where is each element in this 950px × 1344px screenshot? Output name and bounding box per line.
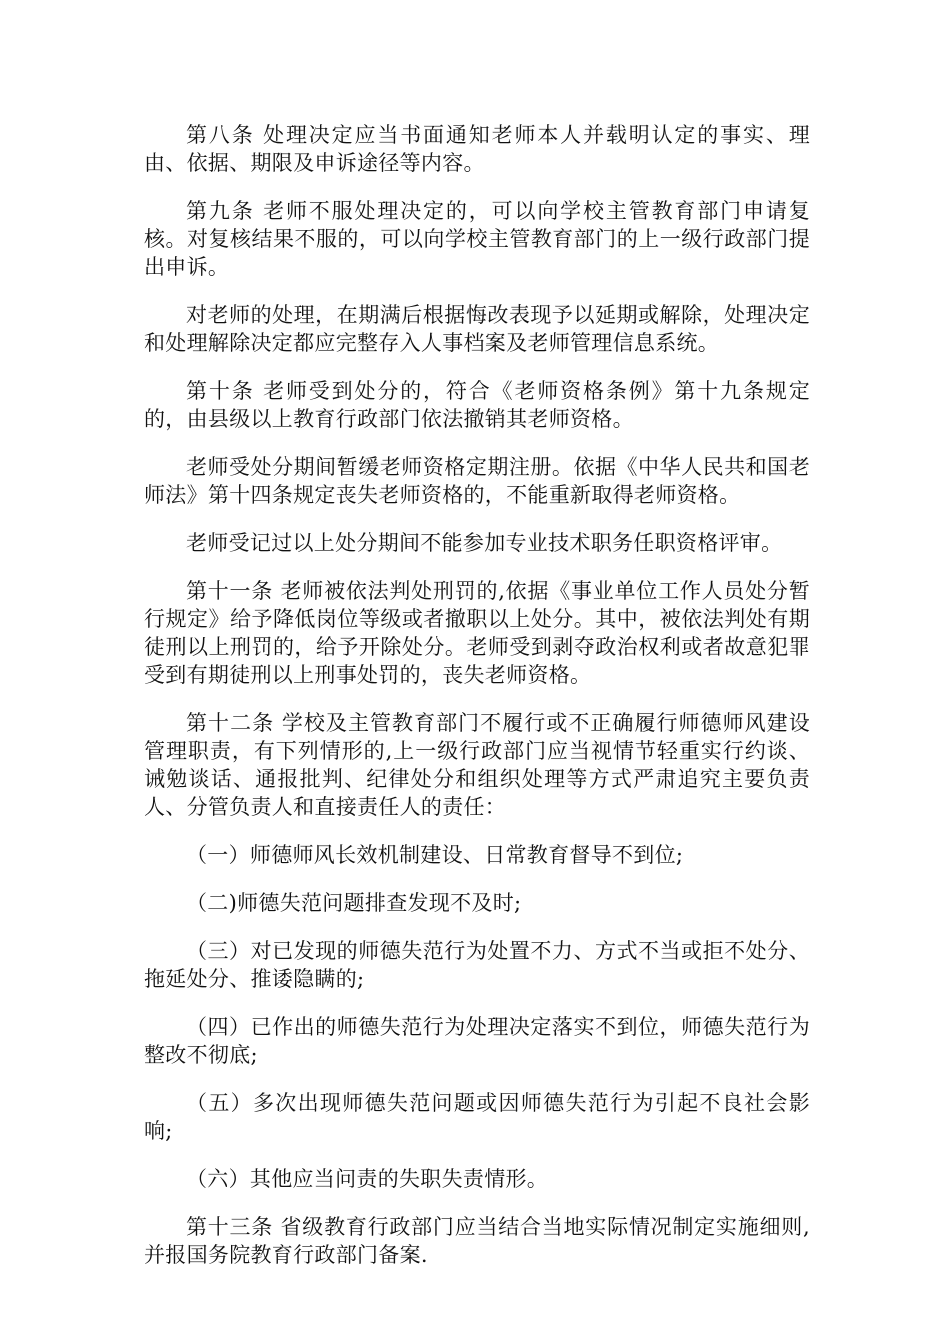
paragraph-registration-suspension: 老师受处分期间暂缓老师资格定期注册。依据《中华人民共和国老师法》第十四条规定丧失老师资格的，不能重新取得老师资格。 bbox=[144, 455, 810, 507]
list-item-4: （四）已作出的师德失范行为处理决定落实不到位，师德失范行为整改不彻底; bbox=[144, 1015, 810, 1067]
paragraph-article-8: 第八条 处理决定应当书面通知老师本人并载明认定的事实、理由、依据、期限及申诉途径等内容。 bbox=[144, 123, 810, 175]
paragraph-article-13: 第十三条 省级教育行政部门应当结合当地实际情况制定实施细则,并报国务院教育行政部门备案. bbox=[144, 1215, 810, 1267]
list-item-5: （五）多次出现师德失范问题或因师德失范行为引起不良社会影响; bbox=[144, 1091, 810, 1143]
list-item-2: （二)师德失范问题排查发现不及时; bbox=[186, 891, 522, 915]
list-item-1: （一）师德师风长效机制建设、日常教育督导不到位; bbox=[186, 843, 684, 867]
list-item-6: （六）其他应当问责的失职失责情形。 bbox=[186, 1167, 549, 1191]
document-body bbox=[144, 121, 810, 1289]
paragraph-handling-expiry: 对老师的处理，在期满后根据悔改表现予以延期或解除，处理决定和处理解除决定都应完整存入人事档案及老师管理信息系统。 bbox=[144, 303, 810, 355]
paragraph-article-11: 第十一条 老师被依法判处刑罚的,依据《事业单位工作人员处分暂行规定》给予降低岗位等级或者撤职以上处分。其中，被依法判处有期徒刑以上刑罚的，给予开除处分。老师受到剥夺政治权利或者故意犯罪受到有期徒刑以上刑事处罚的，丧失老师资格。 bbox=[144, 579, 810, 687]
paragraph-article-9: 第九条 老师不服处理决定的，可以向学校主管教育部门申请复核。对复核结果不服的，可以向学校主管教育部门的上一级行政部门提出申诉。 bbox=[144, 199, 810, 279]
paragraph-article-12: 第十二条 学校及主管教育部门不履行或不正确履行师德师风建设管理职责，有下列情形的,上一级行政部门应当视情节轻重实行约谈、诫勉谈话、通报批判、纪律处分和组织处理等方式严肃追究主要负责人、分管负责人和直接责任人的责任： bbox=[144, 711, 810, 819]
paragraph-article-10: 第十条 老师受到处分的，符合《老师资格条例》第十九条规定的，由县级以上教育行政部门依法撤销其老师资格。 bbox=[144, 379, 810, 431]
paragraph-title-review: 老师受记过以上处分期间不能参加专业技术职务任职资格评审。 bbox=[186, 531, 783, 555]
list-item-3: （三）对已发现的师德失范行为处置不力、方式不当或拒不处分、拖延处分、推诿隐瞒的; bbox=[144, 939, 810, 991]
